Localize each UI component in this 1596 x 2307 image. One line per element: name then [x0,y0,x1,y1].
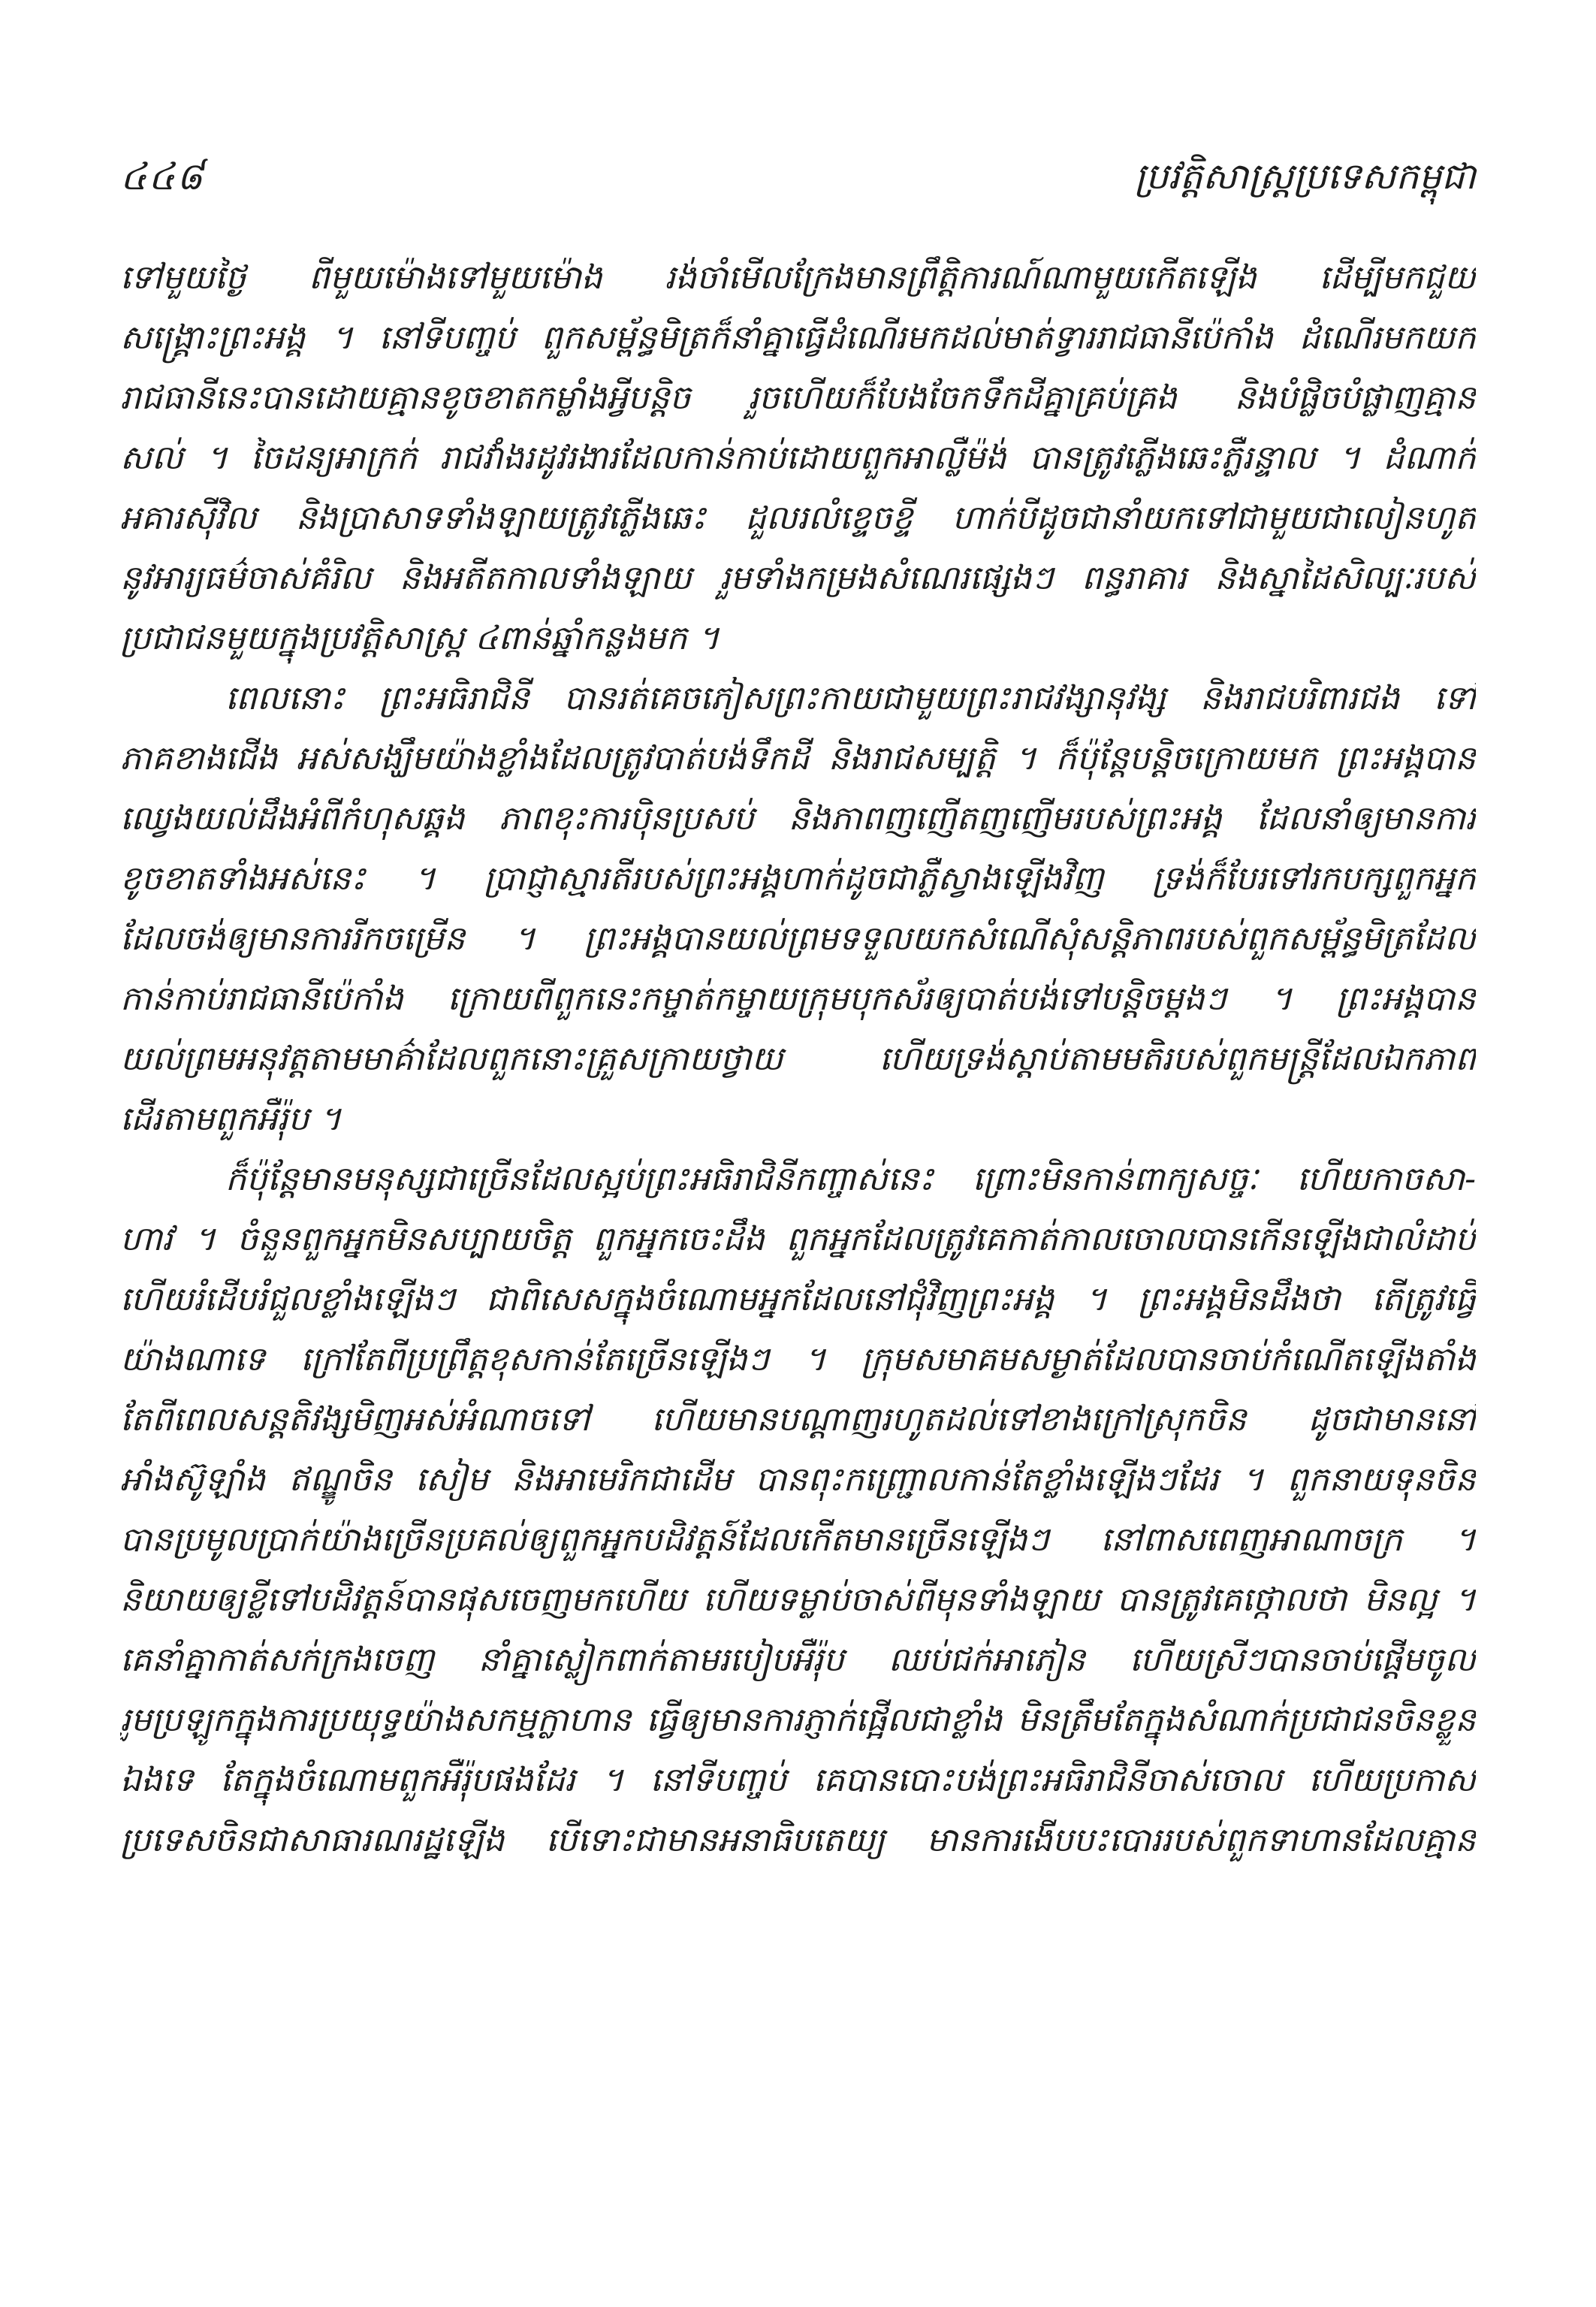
text-line: ប្រជាជនមួយក្នុងប្រវត្តិសាស្ត្រ ៤ពាន់ឆ្នាំកន្លងមក ។ [120,619,720,657]
text-line: អាំងស៊ូឡាំង ឥណ្ឌូចិន សៀម និងអាមេរិកជាដើម បានពុះកញ្ជ្រោលកាន់តែខ្លាំងឡើងៗដែរ ។ ពួកនាយទុនចិន [120,1460,1476,1499]
text-line: កាន់កាប់រាជធានីប៉េកាំង ក្រោយពីពួកនេះកម្ចាត់កម្ចាយក្រុមបុកស័រឲ្យបាត់បង់ទៅបន្តិចម្តងៗ ។ ព្រះអង្គបាន [120,980,1476,1018]
text-line: ក៏ប៉ុន្តែមានមនុស្សជាច្រើនដែលស្អប់ព្រះអធិរាជិនីកញ្ចាស់នេះ ព្រោះមិនកាន់ពាក្យសច្ចៈ ហើយកាចសា- [225,1160,1476,1198]
text-line: ហើយរំដើបរំជួលខ្លាំងឡើងៗ ជាពិសេសក្នុងចំណោមអ្នកដែលនៅជុំវិញព្រះអង្គ ។ ព្រះអង្គមិនដឹងថា តើត្រូវធ្វើ [120,1280,1476,1318]
text-line: សល់ ។ ចៃដន្យអាក្រក់ រាជវាំងរដូវរងារដែលកាន់កាប់ដោយពួកអាល្លឺម៉ង់ បានត្រូវភ្លើងឆេះភ្លឺរន្ទាល ។ ដំណាក់ [120,439,1476,477]
paragraph [120,669,1476,1149]
text-line: សង្គ្រោះព្រះអង្គ ។ នៅទីបញ្ចប់ ពួកសម្ព័ន្ធមិត្រក៏នាំគ្នាធ្វើដំណើរមកដល់មាត់ទ្វាររាជធានីប៉េកាំង ដំណើរមកយក [120,319,1476,357]
text-line: ទៅមួយថ្ងៃ ពីមួយម៉ោងទៅមួយម៉ោង រង់ចាំមើលក្រែងមានព្រឹត្តិការណ៍ណាមួយកើតឡើង ដើម្បីមកជួយ [120,258,1476,297]
text-line: បានប្រមូលប្រាក់យ៉ាងច្រើនប្រគល់ឲ្យពួកអ្នកបដិវត្តន៍ដែលកើតមានច្រើនឡើងៗ នៅពាសពេញអាណាចក្រ ។ [120,1520,1476,1559]
text-line: យល់ព្រមអនុវត្តតាមមាគ៌ាដែលពួកនោះគ្រួសក្រាយថ្វាយ ហើយទ្រង់ស្តាប់តាមមតិរបស់ពួកមន្ត្រីដែលឯកភាព [120,1040,1476,1078]
body-text [120,248,1476,2201]
running-title: ប្រវត្តិសាស្ត្រប្រទេសកម្ពុជា [1134,156,1476,198]
text-line: រួមប្រឡូកក្នុងការប្រយុទ្ធយ៉ាងសកម្មក្លាហាន ធ្វើឲ្យមានការភ្ញាក់ផ្អើលជាខ្លាំង មិនត្រឹមតែក្នុងសំណាក់ប្រជាជនចិនខ្លួន [120,1701,1476,1739]
text-line: រាជធានីនេះបានដោយគ្មានខូចខាតកម្លាំងអ្វីបន្តិច រួចហើយក៏បែងចែកទឹកដីគ្នាគ្រប់គ្រង និងបំផ្លិចបំផ្លាញគ្មាន [120,379,1476,417]
running-header [120,150,1476,210]
text-line: ឯងទេ តែក្នុងចំណោមពួកអឺរ៉ុបផងដែរ ។ នៅទីបញ្ចប់ គេបានបោះបង់ព្រះអធិរាជិនីចាស់ចោល ហើយប្រកាស [120,1761,1476,1799]
text-line: ឈ្វេងយល់ដឹងអំពីកំហុសឆ្គង ភាពខុះការប៉ិនប្រសប់ និងភាពញញើតញញើមរបស់ព្រះអង្គ ដែលនាំឲ្យមានការ [120,799,1476,838]
text-line: ដើរតាមពួកអឺរ៉ុប ។ [120,1100,342,1138]
text-line: តែពីពេលសន្តតិវង្សមិញអស់អំណាចទៅ ហើយមានបណ្តាញរហូតដល់ទៅខាងក្រៅស្រុកចិន ដូចជាមាននៅ [120,1400,1476,1439]
text-line: ដែលចង់ឲ្យមានការរីកចម្រើន ។ ព្រះអង្គបានយល់ព្រមទទួលយកសំណើសុំសន្តិភាពរបស់ពួកសម្ព័ន្ធមិត្រដែល [120,919,1476,958]
text-line: អគារស៊ីវិល និងប្រាសាទទាំងឡាយត្រូវភ្លើងឆេះ ដួលរលំខ្ទេចខ្ទី ហាក់បីដូចជានាំយកទៅជាមួយជាលៀនហូត [120,499,1476,537]
text-line: នូវអារ្យធម៌ចាស់គំរិល និងអតីតកាលទាំងឡាយ រួមទាំងកម្រងសំណេរផ្សេងៗ ពន្ធរាគារ និងស្នាដៃសិល្បៈរបស់ [120,559,1476,597]
text-line: គេនាំគ្នាកាត់សក់ក្រងចេញ នាំគ្នាស្លៀកពាក់តាមរបៀបអឺរ៉ុប ឈប់ជក់អាភៀន ហើយស្រីៗបានចាប់ផ្តើមចូល [120,1641,1476,1679]
text-line: ហាវ ។ ចំនួនពួកអ្នកមិនសប្បាយចិត្ត ពួកអ្នកចេះដឹង ពួកអ្នកដែលត្រូវគេកាត់កាលចោលបានកើនឡើងជាលំដាប់ [120,1220,1476,1258]
paragraph [120,1149,1476,1871]
text-line: ខូចខាតទាំងអស់នេះ ។ ប្រាជ្ញាស្មារតីរបស់ព្រះអង្គហាក់ដូចជាភ្លឺស្វាងឡើងវិញ ទ្រង់ក៏បែរទៅរកបក្សពួកអ្នក [120,859,1476,898]
paragraph [120,248,1476,669]
text-line: ភាគខាងជើង អស់សង្ឃឹមយ៉ាងខ្លាំងដែលត្រូវបាត់បង់ទឹកដី និងរាជសម្បត្តិ ។ ក៏ប៉ុន្តែបន្តិចក្រោយមក ព្រះអង្គបាន [120,739,1476,778]
text-line: ពេលនោះ ព្រះអធិរាជិនី បានរត់គេចភៀសព្រះកាយជាមួយព្រះរាជវង្សានុវង្ស និងរាជបរិពារជង ទៅ [225,679,1476,717]
text-line: និយាយឲ្យខ្លីទៅបដិវត្តន៍បានផុសចេញមកហើយ ហើយទម្លាប់ចាស់ពីមុនទាំងឡាយ បានត្រូវគេថ្កោលថា មិនល្អ ។ [120,1581,1476,1619]
page-number: ៤៤៨ [120,155,205,198]
text-line: ប្រទេសចិនជាសាធារណរដ្ឋឡើង បើទោះជាមានអនាធិបតេយ្យ មានការងើបបះបោររបស់ពួកទាហានដែលគ្មាន [120,1821,1476,1859]
text-line: យ៉ាងណាទេ ក្រៅតែពីប្រព្រឹត្តខុសកាន់តែច្រើនឡើងៗ ។ ក្រុមសមាគមសម្ងាត់ដែលបានចាប់កំណើតឡើងតាំង [120,1340,1476,1378]
